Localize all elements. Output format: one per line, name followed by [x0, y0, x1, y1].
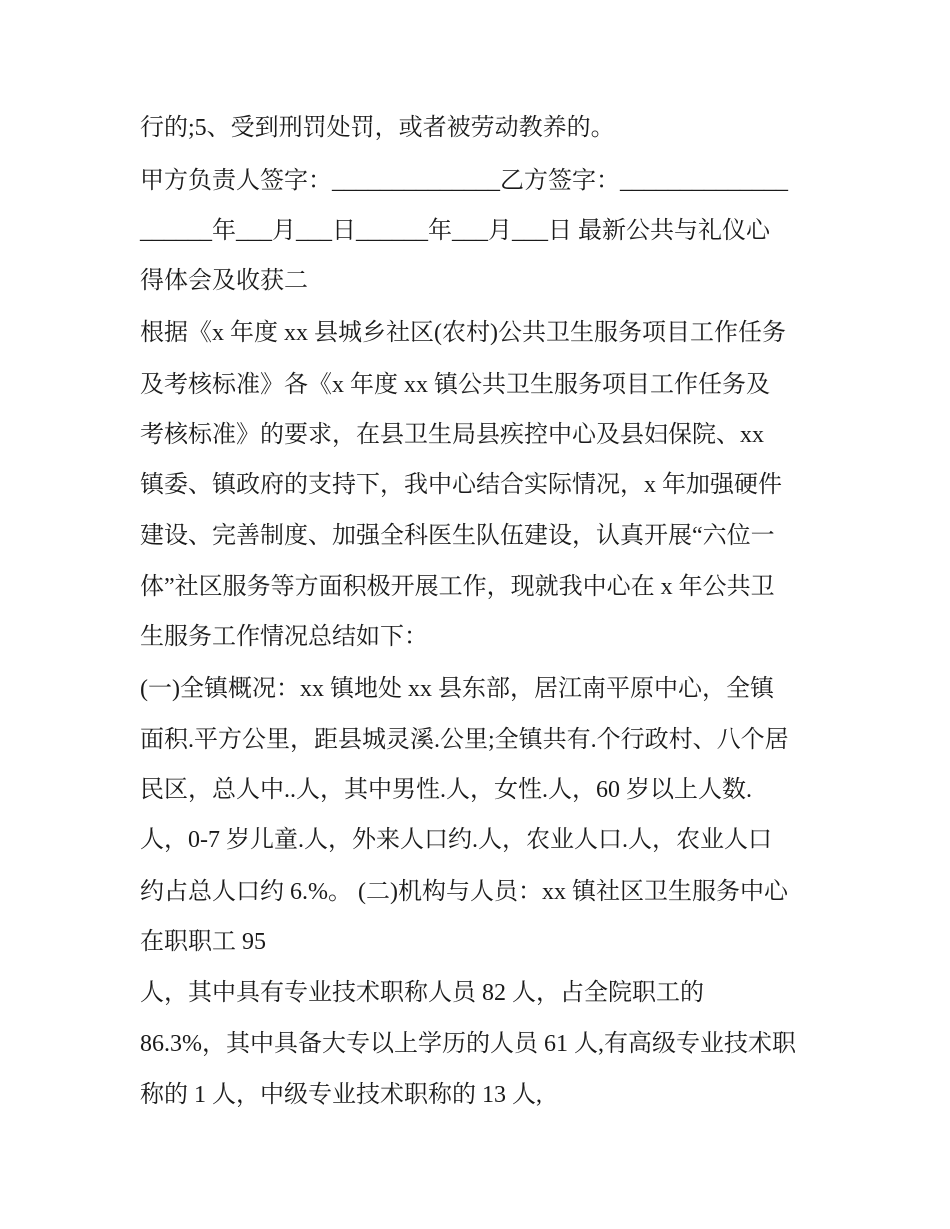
signature-line: 甲方负责人签字：______________乙方签字：______________	[140, 168, 788, 194]
text-line: 86.3%，其中具备大专以上学历的人员 61 人,有高级专业技术职	[140, 1031, 796, 1057]
text-line: 考核标准》的要求，在县卫生局县疾控中心及县妇保院、xx	[140, 422, 764, 448]
text-line: 人，0-7 岁儿童.人，外来人口约.人，农业人口.人，农业人口	[140, 827, 772, 853]
text-line: 生服务工作情况总结如下：	[140, 624, 428, 650]
text-line: 约占总人口约 6.%。 (二)机构与人员：xx 镇社区卫生服务中心	[140, 879, 788, 905]
text-line: 民区，总人中..人，其中男性.人，女性.人，60 岁以上人数.	[140, 777, 752, 803]
text-line: 体”社区服务等方面积极开展工作，现就我中心在 x 年公共卫	[140, 574, 775, 600]
text-line: 称的 1 人，中级专业技术职称的 13 人,	[140, 1082, 542, 1108]
text-line: 镇委、镇政府的支持下，我中心结合实际情况，x 年加强硬件	[140, 472, 782, 498]
date-line: ______年___月___日______年___月___日 最新公共与礼仪心	[140, 218, 770, 244]
text-line: 及考核标准》各《x 年度 xx 镇公共卫生服务项目工作任务及	[140, 372, 770, 398]
text-line: 面积.平方公里，距县城灵溪.公里;全镇共有.个行政村、八个居	[140, 727, 789, 753]
text-line: 在职职工 95	[140, 929, 266, 955]
text-line: 行的;5、受到刑罚处罚，或者被劳动教养的。	[140, 115, 615, 141]
text-line: 建设、完善制度、加强全科医生队伍建设，认真开展“六位一	[140, 523, 775, 549]
text-line: 人，其中具有专业技术职称人员 82 人，占全院职工的	[140, 980, 704, 1006]
text-line: (一)全镇概况：xx 镇地处 xx 县东部，居江南平原中心，全镇	[140, 676, 774, 702]
text-line: 得体会及收获二	[140, 268, 308, 294]
text-line: 根据《x 年度 xx 县城乡社区(农村)公共卫生服务项目工作任务	[140, 320, 786, 346]
